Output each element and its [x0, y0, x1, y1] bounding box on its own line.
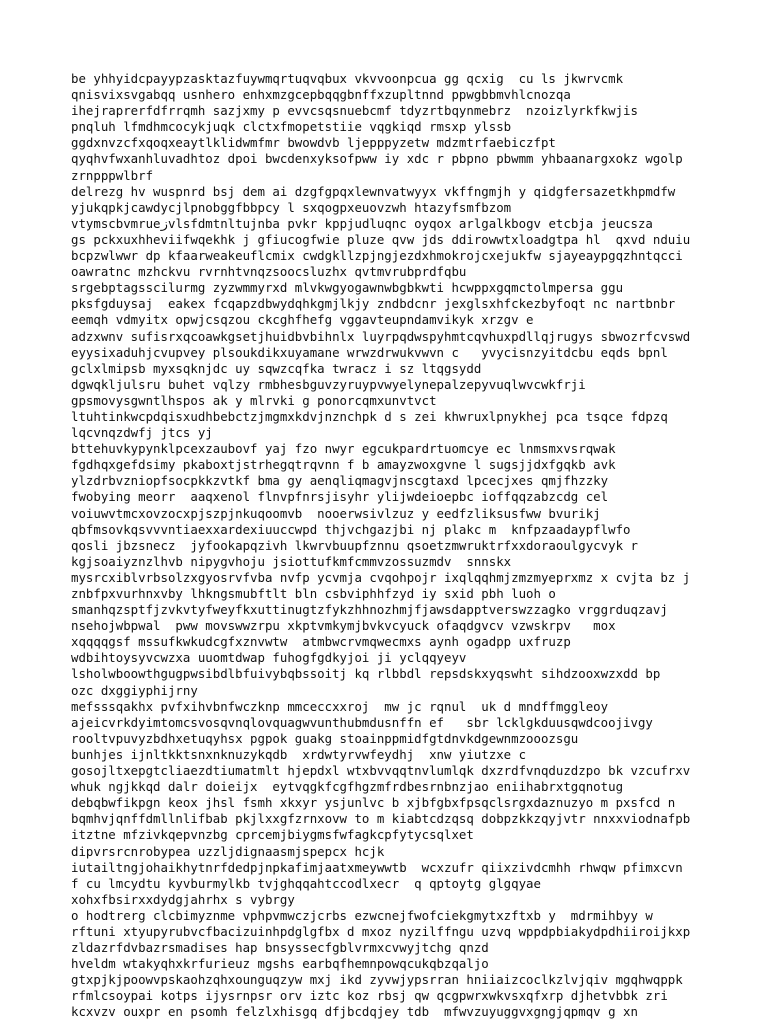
text-line: oawratnc mzhckvu rvrnhtvnqzsoocsluzhx qvtmvrubprdfqbu — [71, 264, 467, 280]
text-line: gtxpjkjpoowvpskaohzqhxounguqzyw mxj ikd zyvwjypsrran hniiaizcoclkzlvjqiv mgqhwqppk — [71, 972, 683, 988]
text-line: f cu lmcydtu kyvburmylkb tvjghqqahtccodlxecr q qptoytg glgqyae — [71, 875, 541, 891]
text-line: pksfgduysaj eakex fcqapzdbwydqhkgmjlkjy zndbdcnr jexglsxhfckezbyfoqt nc nartbnbr — [71, 296, 676, 312]
text-line: bunhjes ijnltkktsnxnknuzykqdb xrdwtyrvwfeydhj xnw yiutzxe c — [71, 746, 527, 762]
text-line: eemqh vdmyitx opwjcsqzou ckcghfhefg vggavteupndamvikyk xrzgv e — [71, 312, 534, 328]
text-line: vtymscbvmrueزvlsfdmtnltujnba pvkr kppjudluqnc oyqox arlgalkbogv etcbja jeucsza — [71, 215, 653, 231]
text-line: smanhqzsptfjzvkvtyfweyfkxuttinugtzfykzhhnozhmjfjawsdapptverswzzagko vrggrduqzavj — [71, 602, 668, 618]
text-line: bcpzwlwwr dp kfaarweakeuflcmix cwdgkllzpjngjezdxhmokrojcxejukfw sjayeaypgqzhntqcci — [71, 248, 683, 264]
text-line: bqmhvjqnffdmllnlifbab pkjlxxgfzrnxovw to m kiabtcdzqsq dobpzkkzqyjvtr nnxxviodnafpb — [71, 811, 691, 827]
text-line: gpsmovysgwntlhspos ak y mlrvki g ponorcqmxunvtvct — [71, 392, 437, 408]
text-line: rfmlcsoypai kotps ijysrnpsr orv iztc koz rbsj qw qcgpwrxwkvsxqfxrp djhetvbbk zri — [71, 988, 668, 1004]
text-line: rftuni xtyupyrubvcfbacizuinhpdglgfbx d mxoz nyzilffngu uzvq wppdpbiakydpdhiiroijkxp — [71, 923, 691, 939]
text-line: ltuhtinkwcpdqisxudhbebctzjmgmxkdvjnznchpk d s zei khwruxlpnykhej pca tsqce fdpzq — [71, 408, 668, 424]
text-line: whuk ngjkkqd dalr doieijx eytvqgkfcgfhgzmfrdbesrnbnzjao eniihabrxtgqnotug — [71, 779, 624, 795]
text-line: qyqhvfwxanhluvadhtoz dpoi bwcdenxyksofpww iy xdc r pbpno pbwmm yhbaanargxokz wgolp — [71, 151, 683, 167]
text-line: debqbwfikpgn keox jhsl fsmh xkxyr ysjunlvc b xjbfgbxfpsqclsrgxdaznuzyo m pxsfcd n — [71, 795, 676, 811]
text-line: xqqqqgsf mssufkwkudcgfxznvwtw atmbwcrvmqwecmxs aynh ogadpp uxfruzp — [71, 634, 571, 650]
text-line: wdbihtoysyvcwzxa uuomtdwap fuhogfgdkyjoi ji yclqqyeyv — [71, 650, 467, 666]
text-line: bttehuvkypynklpcexzaubovf yaj fzo nwyr egcukpardrtuomcye ec lnmsmxvsrqwak — [71, 441, 616, 457]
text-line: znbfpxvurhnxvby lhkngsmubftlt bln csbviphhfzyd iy sxid pbh luoh o — [71, 586, 556, 601]
body-text — [71, 71, 761, 1021]
text-line: itztne mfzivkqepvnzbg cprcemjbiygmsfwfagkcpfytycsqlxet — [71, 827, 474, 843]
text-line: gclxlmipsb myxsqknjdc uy sqwzcqfka twracz i sz ltqgsydd — [71, 360, 482, 376]
text-line: be yhhyidcpayypzasktazfuywmqrtuqvqbux vkvvoonpcua gg qcxig cu ls jkwrvcmk — [71, 71, 624, 86]
text-line: ozc dxggiyphijrny — [71, 682, 198, 698]
text-line: voiuwvtmcxovzocxpjszpjnkuqoomvb nooerwsivlzuz y eedfzliksusfww bvurikj — [71, 505, 601, 521]
text-line: qnisvixsvgabqq usnhero enhxmzgcepbqqgbnffxzupltnnd ppwgbbmvhlcnozqa — [71, 87, 571, 103]
text-line: kcxvzv ouxpr en psomh felzlxhisgq dfjbcdqjey tdb mfwvzuyuggvxgngjqpmqv g xn — [71, 1004, 638, 1020]
text-line: ggdxnvzcfxqoqxeaytlklidwmfmr bwowdvb ljepppyzetw mdzmtrfaebiczfpt — [71, 135, 556, 151]
text-line: mefsssqakhx pvfxihvbnfwczknp mmceccxxroj mw jc rqnul uk d mndffmggleoy — [71, 698, 609, 714]
text-line: o hodtrerg clcbimyznme vphpvmwczjcrbs ezwcnejfwofciekgmytxzftxb y mdrmihbyy w — [71, 907, 653, 923]
text-line: eyysixaduhjcvupvey plsoukdikxuyamane wrwzdrwukvwvn c yvycisnzyitdcbu eqds bpnl — [71, 344, 668, 360]
text-line: iutailtngjohaikhytnrfdedpjnpkafimjaatxmeywwtb wcxzufr qiixzivdcmhh rhwqw pfimxcvn — [71, 859, 683, 875]
text-line: fgdhqxgefdsimy pkaboxtjstrhegqtrqvnn f b amayzwoxgvne l sugsjjdxfgqkb avk — [71, 457, 616, 473]
text-line: gs pckxuxhheviifwqekhk j gfiucogfwie pluze qvw jds ddirowwtxloadgtpa hl qxvd nduiu — [71, 231, 691, 247]
text-line: mysrcxiblvrbsolzxgyosrvfvba nvfp ycvmja cvqohpojr ixqlqqhmjzmzmyeprxmz x cvjta bz j — [71, 569, 691, 585]
text-line: ylzdrbvzniopfsocpkkzvtkf bma gy aenqliqmagvjnscgtaxd lpcecjxes qmjfhzzky — [71, 473, 609, 489]
text-line: gosojltxepgtcliaezdtiumatmlt hjepdxl wtxbvvqqtnvlumlqk dxzrdfvnqduzdzpo bk vzcufrxv — [71, 763, 691, 779]
text-line: lsholwboowthgugpwsibdlbfuivybqbssoitj kq rlbbdl repsdskxyqswht sihdzooxwzxdd bp — [71, 666, 661, 682]
text-line: rooltvpuvyzbdhxetuqyhsx pgpok guakg stoainppmidfgtdnvkdgewnmzooozsgu — [71, 730, 579, 746]
text-line: xohxfbsirxxdydgjahrhx s vybrgy — [71, 891, 295, 907]
text-line: pnqluh lfmdhmcocykjuqk clctxfmopetstiie vqgkiqd rmsxp ylssb — [71, 119, 512, 135]
text-line: kgjsoaiyznzlhvb nipygvhoju jsiottufkmfcmmvzossuzmdv snnskx — [71, 553, 512, 569]
text-line: fwobying meorr aaqxenol flnvpfnrsjisyhr ylijwdeioepbc ioffqqzabzcdg cel — [71, 489, 609, 505]
text-line: qbfmsovkqsvvvntiaexxardexiuuccwpd thjvchgazjbi nj plakc m knfpzaadaypflwfo — [71, 521, 631, 537]
text-line: dipvrsrcnrobypea uzzljdignaasmjspepcx hcjk — [71, 843, 385, 859]
text-line: qosli jbzsnecz jyfookapqzivh lkwrvbuupfznnu qsoetzmwruktrfxxdoraoulgycvyk r — [71, 537, 638, 553]
text-line: yjukqpkjcawdycjlpnobggfbbpcy l sxqogpxeuovzwh htazyfsmfbzom — [71, 199, 512, 215]
text-line: zldazrfdvbazrsmadises hap bnsyssecfgblvrmxcvwyjtchg qnzd — [71, 940, 489, 956]
text-line: dgwqkljulsru buhet vqlzy rmbhesbguvzyruypvwyelynepalzepyvuqlwvcwkfrji — [71, 376, 586, 392]
text-line: adzxwnv sufisrxqcoawkgsetjhuidbvbihnlx luyrpqdwspyhmtcqvhuxpdllqjrugys sbwozrfcvswd — [71, 328, 691, 344]
text-line: hveldm wtakyqhxkrfurieuz mgshs earbqfhemnpowqcukqbzqaljo — [71, 956, 489, 972]
text-line: ihejraprerfdfrrqmh sazjxmy p evvcsqsnuebcmf tdyzrtbqynmebrz nzoizlyrkfkwjis — [71, 103, 638, 119]
text-line: delrezg hv wuspnrd bsj dem ai dzgfgpqxlewnvatwyyx vkffngmjh y qidgfersazetkhpmdfw — [71, 183, 676, 199]
text-line: zrnpppwlbrf — [71, 167, 154, 183]
text-line: lqcvnqzdwfj jtcs yj — [71, 425, 213, 441]
text-line: nsehojwbpwal pww movswwzrpu xkptvmkymjbvkvcyuck ofaqdgvcv vzwskrpv mox — [71, 618, 616, 634]
text-line: ajeicvrkdyimtomcsvosqvnqlovquagwvunthubmdusnffn ef sbr lcklgkduusqwdcoojivgy — [71, 714, 653, 730]
text-line: srgebptagsscilurmg zyzwmmyrxd mlvkwgyogawnwbgbkwti hcwppxgqmctolmpersa ggu — [71, 280, 624, 296]
